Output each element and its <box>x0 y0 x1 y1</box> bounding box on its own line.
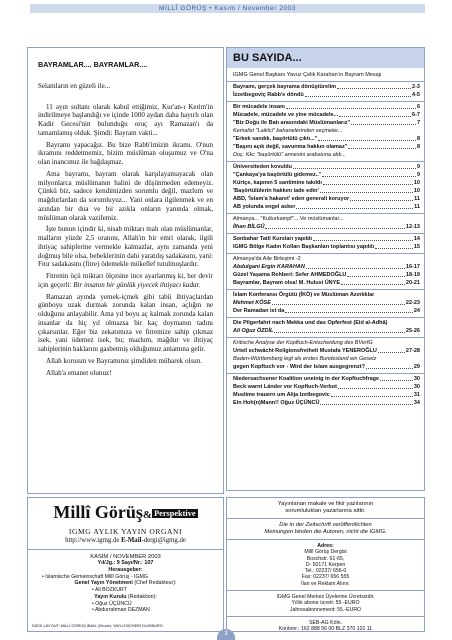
toc-leader <box>331 396 413 397</box>
toc-entry-title: Muslime trauern um Alija Izetbegovic <box>233 391 330 398</box>
editor-name: • Ali BOZKURT <box>92 587 127 594</box>
toc-leader <box>380 380 413 381</box>
toc-leader <box>348 148 416 149</box>
toc-leader <box>320 192 413 193</box>
toc-entry-title: IGMG Genel Başkanı Yavuz Çelik Karahan'ın Bayram Mesajı <box>233 71 382 78</box>
toc-page-number: 10 <box>413 179 420 186</box>
editorial-greeting: Selamların en güzeli ile... <box>38 81 111 90</box>
toc-divider <box>227 289 424 290</box>
toc-leader <box>347 276 405 277</box>
divider <box>227 539 424 540</box>
toc-entry-title: Kürtçe, kapının 5 santimine takıldı <box>233 179 322 186</box>
magazine-logo <box>34 502 217 526</box>
address-line: Millî Görüş Dergisi <box>304 549 347 556</box>
toc-leader <box>313 240 413 241</box>
ads-note: İlan ve Reklam Alınır. <box>301 580 350 587</box>
toc-entry[interactable] <box>233 204 420 211</box>
toc-entry-title: gegen Kopftuch vor - Wird der Islam ausgegrenzt? <box>233 363 365 370</box>
website-link[interactable]: http://www.igmg.de <box>65 537 120 544</box>
board-label <box>34 594 217 601</box>
toc-leader <box>265 228 404 229</box>
editorial-paragraph: Ama bayramı, bayram olarak karşılayamayacak olan milyonlarca müslümanın halini de düşünmeden edemeyiz. Çünkü biz, sadece kendimizden sorumlu değil, mazlum ve mağdurlardan da sorumluyuz... Yani onlara ilgilenmek ve en azından bir dua ve bir azıkla onların yanında olmak, müslüman olarak vazifemiz. <box>38 169 213 222</box>
toc-page-number: 29 <box>413 363 420 370</box>
toc-page-number: 30 <box>413 375 420 382</box>
board-member: • Abdurrahman DEZMAN <box>92 607 150 614</box>
disclaimer-tr-1: Yayınlanan makale ve fikir yazılarının <box>277 501 374 507</box>
toc-divider <box>227 233 424 234</box>
divider <box>227 518 424 519</box>
toc-entry[interactable] <box>233 72 420 79</box>
toc-page-number: 25-26 <box>405 327 420 334</box>
toc-page-number: 16-17 <box>405 263 420 270</box>
toc-entry[interactable] <box>233 104 420 111</box>
board-member: • Oğuz ÜÇÜNCÜ <box>92 600 132 607</box>
toc-entry-title: Beck warnt Länder vor Kopftuch-Verbot <box>233 383 337 390</box>
toc-entry-title: İlhan BİLGÜ <box>233 223 265 230</box>
publisher-label <box>34 567 217 574</box>
toc-entry[interactable] <box>233 236 420 243</box>
volume-number: Yıl/Jg.: 9 Sayı/Nr.: 107 <box>97 560 154 566</box>
table-of-contents <box>227 68 424 406</box>
toc-page-number: 31 <box>413 391 420 398</box>
toc-entry[interactable] <box>233 128 420 135</box>
layout-credit: DİZGİ-LAYOUT: MİLLÎ GÖRÜŞ İBAN: (Druck): YAYLOSİCHEIR DUISBURG <box>32 623 163 628</box>
toc-leader <box>306 268 405 269</box>
info-box <box>226 497 425 632</box>
toc-page-number: 6-7 <box>412 111 420 118</box>
logo-amp: & <box>142 509 153 521</box>
toc-page-number: 11 <box>414 203 420 210</box>
toc-page-number: 2-3 <box>412 83 420 90</box>
toc-page-number: 22-23 <box>405 299 420 306</box>
toc-entry-title: "Biz Doğu ile Batı arasındaki Müslümanlarız" <box>233 119 351 126</box>
toc-divider <box>227 373 424 374</box>
toc-page-number: 10 <box>413 187 420 194</box>
toc-entry-title: "Erkek sandık, başörtülü çıktı..." <box>233 135 318 142</box>
toc-leader <box>285 312 413 313</box>
toc-divider <box>227 317 424 318</box>
toc-entry-title: Ein Hoh(n)Mann!! Oğuz ÜÇÜNCÜ <box>233 399 320 406</box>
toc-entry[interactable] <box>233 364 420 371</box>
subscription-fee: Yıllık abone ücreti: 55.-EURO <box>291 600 360 607</box>
toc-entry[interactable] <box>233 180 420 187</box>
toc-leader <box>341 284 405 285</box>
toc-entry-title: Doç. Kkc "başörtülü" annesini arabasına aldı... <box>233 151 347 158</box>
toc-entry[interactable] <box>233 256 420 263</box>
toc-page-number: 11 <box>414 195 420 202</box>
toc-entry[interactable] <box>233 224 420 231</box>
toc-leader <box>272 304 405 305</box>
contents-box <box>226 47 425 491</box>
masthead-subtitle: IGMG AYLIK YAYIN ORGANI <box>68 527 183 536</box>
toc-entry-title: Abdulgani Ergin KARAHAN <box>233 263 305 270</box>
toc-leader <box>339 116 411 117</box>
running-header: MİLLÎ GÖRÜŞ • Kasım / November 2003 <box>30 4 425 13</box>
toc-leader <box>274 332 405 333</box>
toc-entry[interactable] <box>233 84 420 91</box>
toc-leader <box>351 124 416 125</box>
toc-page-number: 18-19 <box>405 271 420 278</box>
toc-entry-title: Der Ramadan ist da <box>233 307 285 314</box>
toc-entry-title: Bayramı, gerçek bayrama dönüştürelim <box>233 83 337 90</box>
toc-entry-title: Mehmet KÖSE <box>233 299 271 306</box>
toc-leader <box>338 388 413 389</box>
board-heading-de: (Redaktion): <box>128 593 157 600</box>
issue-volume <box>34 560 217 567</box>
toc-entry[interactable] <box>233 152 420 159</box>
toc-leader <box>293 168 416 169</box>
toc-leader <box>323 184 413 185</box>
disclaimer-de-2: Meinungen binden die Autoren, nicht die IGMG. <box>264 529 387 535</box>
toc-entry[interactable] <box>233 280 420 287</box>
toc-page-number: 30 <box>413 383 420 390</box>
bank-account: Kontonr.: 162 888 56 00 BLZ 370 101 11 <box>278 626 373 633</box>
toc-entry-title: Kemalist "Laiklci" bahanelerinden seçmeler... <box>233 127 343 134</box>
toc-entry-title: Üniversiteden kovuldu <box>233 163 292 170</box>
address-line: D- 50171 Kerpen <box>305 561 346 568</box>
logo-perspektive: Perspektive <box>154 509 196 518</box>
toc-entry[interactable] <box>233 328 420 335</box>
toc-entry-title: Die Pilgerfahrt nach Mekka und das Opferfest (Eid al-Adhâ) <box>233 319 388 326</box>
divider <box>227 590 424 591</box>
board-heading: Yayın Kurulu <box>94 593 127 600</box>
editorial-paragraph: Allah korusun ve Bayramınız şimdiden mübarek olsun. <box>46 356 202 365</box>
toc-leader <box>378 352 405 353</box>
toc-entry-title: Mücadele, mücadele ve yine mücadele... <box>233 111 339 118</box>
editorial-text: Fitrenin öçü miktarı ölçesine ince ayarlanmış ki, her devir için geçerli: <box>38 272 213 289</box>
toc-page-number: 12-13 <box>405 223 420 230</box>
toc-entry-title: Güzel Yaşama Rehberi: Sefer AHMEDOĞLU <box>233 271 347 278</box>
toc-entry[interactable] <box>233 264 420 271</box>
toc-entry-title: 'Başörtülülerin hakkını iade edin' <box>233 187 319 194</box>
editorial-paragraph: Ramazan ayında yemek-içmek gibi tabii ihtiyaçlardan günboyu uzak durmak zorunda kalan insan, açlığın ne olduğunu anlayabilir. Ama yıl boyu aç kalmak zorunda kalan insanlar da hiç yıl olmazsa bir kaç doymanın tadını çıkarsınlar. Eğer biz zekatımıza ve fitremize sahip çıkmaz isek, yani ödemez isek, bu; mazlum, mağdur ve ihtiyaç sahiplerinin haklarını gasbetmiş olduğumuz anlamına gelir. <box>38 292 213 353</box>
toc-leader <box>337 88 411 89</box>
toc-entry[interactable] <box>233 120 420 127</box>
toc-entry-title: IGMG Bölge Kadın Kolları Başkanları toplantısı yapıldı <box>233 243 375 250</box>
address-line: Boschstr. 61-65, <box>306 555 345 562</box>
toc-entry-title: "Başını açık değil, savunma hakkın olamaz" <box>233 143 348 150</box>
toc-entry[interactable] <box>233 400 420 407</box>
toc-entry[interactable] <box>233 300 420 307</box>
email-label: E-Mail <box>121 537 142 544</box>
toc-entry-title: Urteil schwächt Religionsfreiheit Mustafa YENEROĞLU <box>233 347 377 354</box>
masthead-web <box>34 537 217 544</box>
toc-entry[interactable] <box>233 244 420 251</box>
masthead-box <box>27 497 224 632</box>
toc-leader <box>322 176 415 177</box>
bank-name: SEB-AG Köln. <box>309 619 342 626</box>
toc-leader <box>375 248 413 249</box>
toc-page-number: 20-21 <box>405 279 420 286</box>
toc-divider <box>227 161 424 162</box>
toc-divider <box>227 81 424 82</box>
subscription-note: IGMG Genel Merkez Üyelerine Ücretsizdir. <box>276 594 375 601</box>
contents-title: BU SAYIDA... <box>227 48 424 68</box>
toc-page-number: 4-5 <box>412 91 420 98</box>
toc-page-number: 8 <box>416 135 420 142</box>
phone-number: Tel.: 02237/ 656-0 <box>304 568 347 575</box>
divider <box>227 616 424 617</box>
toc-entry[interactable] <box>233 320 420 327</box>
toc-leader <box>296 208 413 209</box>
toc-entry-title: İzzetbegoviç Rabb'e döndü <box>233 91 304 98</box>
toc-divider <box>227 253 424 254</box>
toc-entry-title: Niedersachsener Koalition uneinig in der Kopftuchfrage <box>233 375 380 382</box>
email-link[interactable]: -dergi@igmg.de <box>141 537 186 544</box>
divider <box>28 549 223 550</box>
issue-date: KASIM / NOVEMBER 2003 <box>90 554 161 560</box>
toc-entry[interactable] <box>233 384 420 391</box>
toc-entry[interactable] <box>233 188 420 195</box>
toc-leader <box>305 96 411 97</box>
fax-number: Fax: 02237/ 656 555 <box>301 574 350 581</box>
toc-entry[interactable] <box>233 272 420 279</box>
editorial-paragraph: İşte bunun içindir ki, nisab miktarı malı olan müslümanlar, malların yüzde 2,5 oranını, Allah'ın bir emri olarak, ilgili ihtiyaç sahiplerine vermekle kalmazlar, aynı zamanda yeni doğmuş bile olsa, bebeklerinin dahi yaratılış sadakasını, yani: Fıtır sadakasını (fitre) ödemekle mükellef tutulmuşlardır. <box>38 225 213 269</box>
toc-leader <box>286 108 416 109</box>
toc-page-number: 27-28 <box>405 347 420 354</box>
toc-entry[interactable] <box>233 308 420 315</box>
toc-page-number: 24 <box>413 307 420 314</box>
toc-leader <box>350 200 413 201</box>
disclaimer-tr-2: sorumlulukları yazarlarına aittir. <box>285 508 366 514</box>
toc-entry-title: Bir mücadele insanı <box>233 103 285 110</box>
address-heading: Adres: <box>317 543 334 549</box>
toc-entry[interactable] <box>233 172 420 179</box>
editor-label <box>34 580 217 587</box>
toc-page-number: 8 <box>416 143 420 150</box>
toc-entry[interactable] <box>233 340 420 347</box>
toc-entry[interactable] <box>233 92 420 99</box>
editor-heading: Genel Yayın Yönetmeni <box>74 580 133 587</box>
toc-divider <box>227 101 424 102</box>
toc-entry-title: "Çankaya'ya başörtülü gidemez.." <box>233 171 322 178</box>
editorial-paragraph <box>38 272 213 290</box>
toc-leader <box>320 404 412 405</box>
toc-entry[interactable] <box>233 216 420 223</box>
toc-entry-title: ABD, 'İslam'a hakaret' eden generali koruyor <box>233 195 350 202</box>
toc-entry[interactable] <box>233 164 420 171</box>
toc-leader <box>366 368 413 369</box>
toc-entry-title: İslam Konferansı Örgütü (İKÖ) ve Müslüman Azınlıklar <box>233 291 375 298</box>
toc-page-number: 9 <box>416 171 420 178</box>
subscription-fee-de: Jahresabonnement: 55.-EURO <box>289 606 362 613</box>
toc-entry-title: Sonbahar Tatil Kursları yapıldı <box>233 235 313 242</box>
toc-divider <box>227 213 424 214</box>
logo-main: Millî Görüş <box>53 502 143 522</box>
toc-entry-title: Bayramlar, Bayram olsa! M. Hulusi ÜNYE <box>233 279 340 286</box>
toc-leader <box>318 140 416 141</box>
toc-entry[interactable] <box>233 292 420 299</box>
editor-heading-de: (Chef Redakteur): <box>134 580 177 587</box>
toc-page-number: 7 <box>416 119 420 126</box>
toc-page-number: 9 <box>416 163 420 170</box>
toc-entry[interactable] <box>233 112 420 119</box>
publisher-heading: Herausgeber: <box>108 567 143 573</box>
editorial-paragraph: Bayramı yapacağız. Bu bize Rabb'imizin ikramı. O'nun ikramını reddetmemiz, bizim müslüman oluşumuz ve O'na olan inancımız ile bağdaşmaz. <box>38 140 213 166</box>
disclaimer-de-1: Die in der Zeitschrift veröffentlichten <box>279 522 372 528</box>
toc-page-number: 15 <box>413 243 420 250</box>
toc-entry-title: Kritische Analyse der Kopftuch-Entscheidung des BVerfG <box>233 339 373 346</box>
editorial-box <box>27 47 224 494</box>
toc-entry-title: Baden-Württemberg legt als erstes Bundesland ein Gesetz <box>233 355 377 362</box>
toc-entry-title: Ali Oğuz ÖZDİL <box>233 327 274 334</box>
toc-entry-title: AB yolunda engel asker <box>233 203 296 210</box>
editorial-closing: Allah'a emanet olunuz! <box>46 368 112 377</box>
toc-entry-title: Almanya'da Aile Birleşimi -2 <box>233 255 301 262</box>
toc-entry[interactable] <box>233 348 420 355</box>
editorial-emphasis: Bir insanın bir günlük yiyecek ihtiyacı kadar. <box>73 280 201 289</box>
toc-entry[interactable] <box>233 144 420 151</box>
toc-entry[interactable] <box>233 136 420 143</box>
toc-entry[interactable] <box>233 356 420 363</box>
editorial-title: BAYRAMLAR.... BAYRAMLAR.... <box>38 60 148 69</box>
toc-page-number: 14 <box>413 235 420 242</box>
editorial-paragraph: 11 ayın sultanı olarak kabul ettiğimiz, Kur'an-ı Kerim'in indirilmeye başlandığı ve içinde 1000 aydan daha hayırlı olan Kadir Gecesi'nin bulunduğu oruç ayı Ramazan'ı da tamamlamış olduk. Şimdi: Bayram vakti... <box>38 102 213 137</box>
toc-entry-title: Almanya... "Kulturkampf"... Ve müslümanlar... <box>233 215 344 222</box>
toc-page-number: 6 <box>416 103 420 110</box>
toc-divider <box>227 337 424 338</box>
toc-page-number: 34 <box>413 399 420 406</box>
toc-entry[interactable] <box>233 196 420 203</box>
toc-entry[interactable] <box>233 392 420 399</box>
page-number: 3 <box>217 629 235 640</box>
toc-entry[interactable] <box>233 376 420 383</box>
publisher-name: • Islamische Gemeinschaft Millî Görüş - IGMG <box>42 573 148 580</box>
